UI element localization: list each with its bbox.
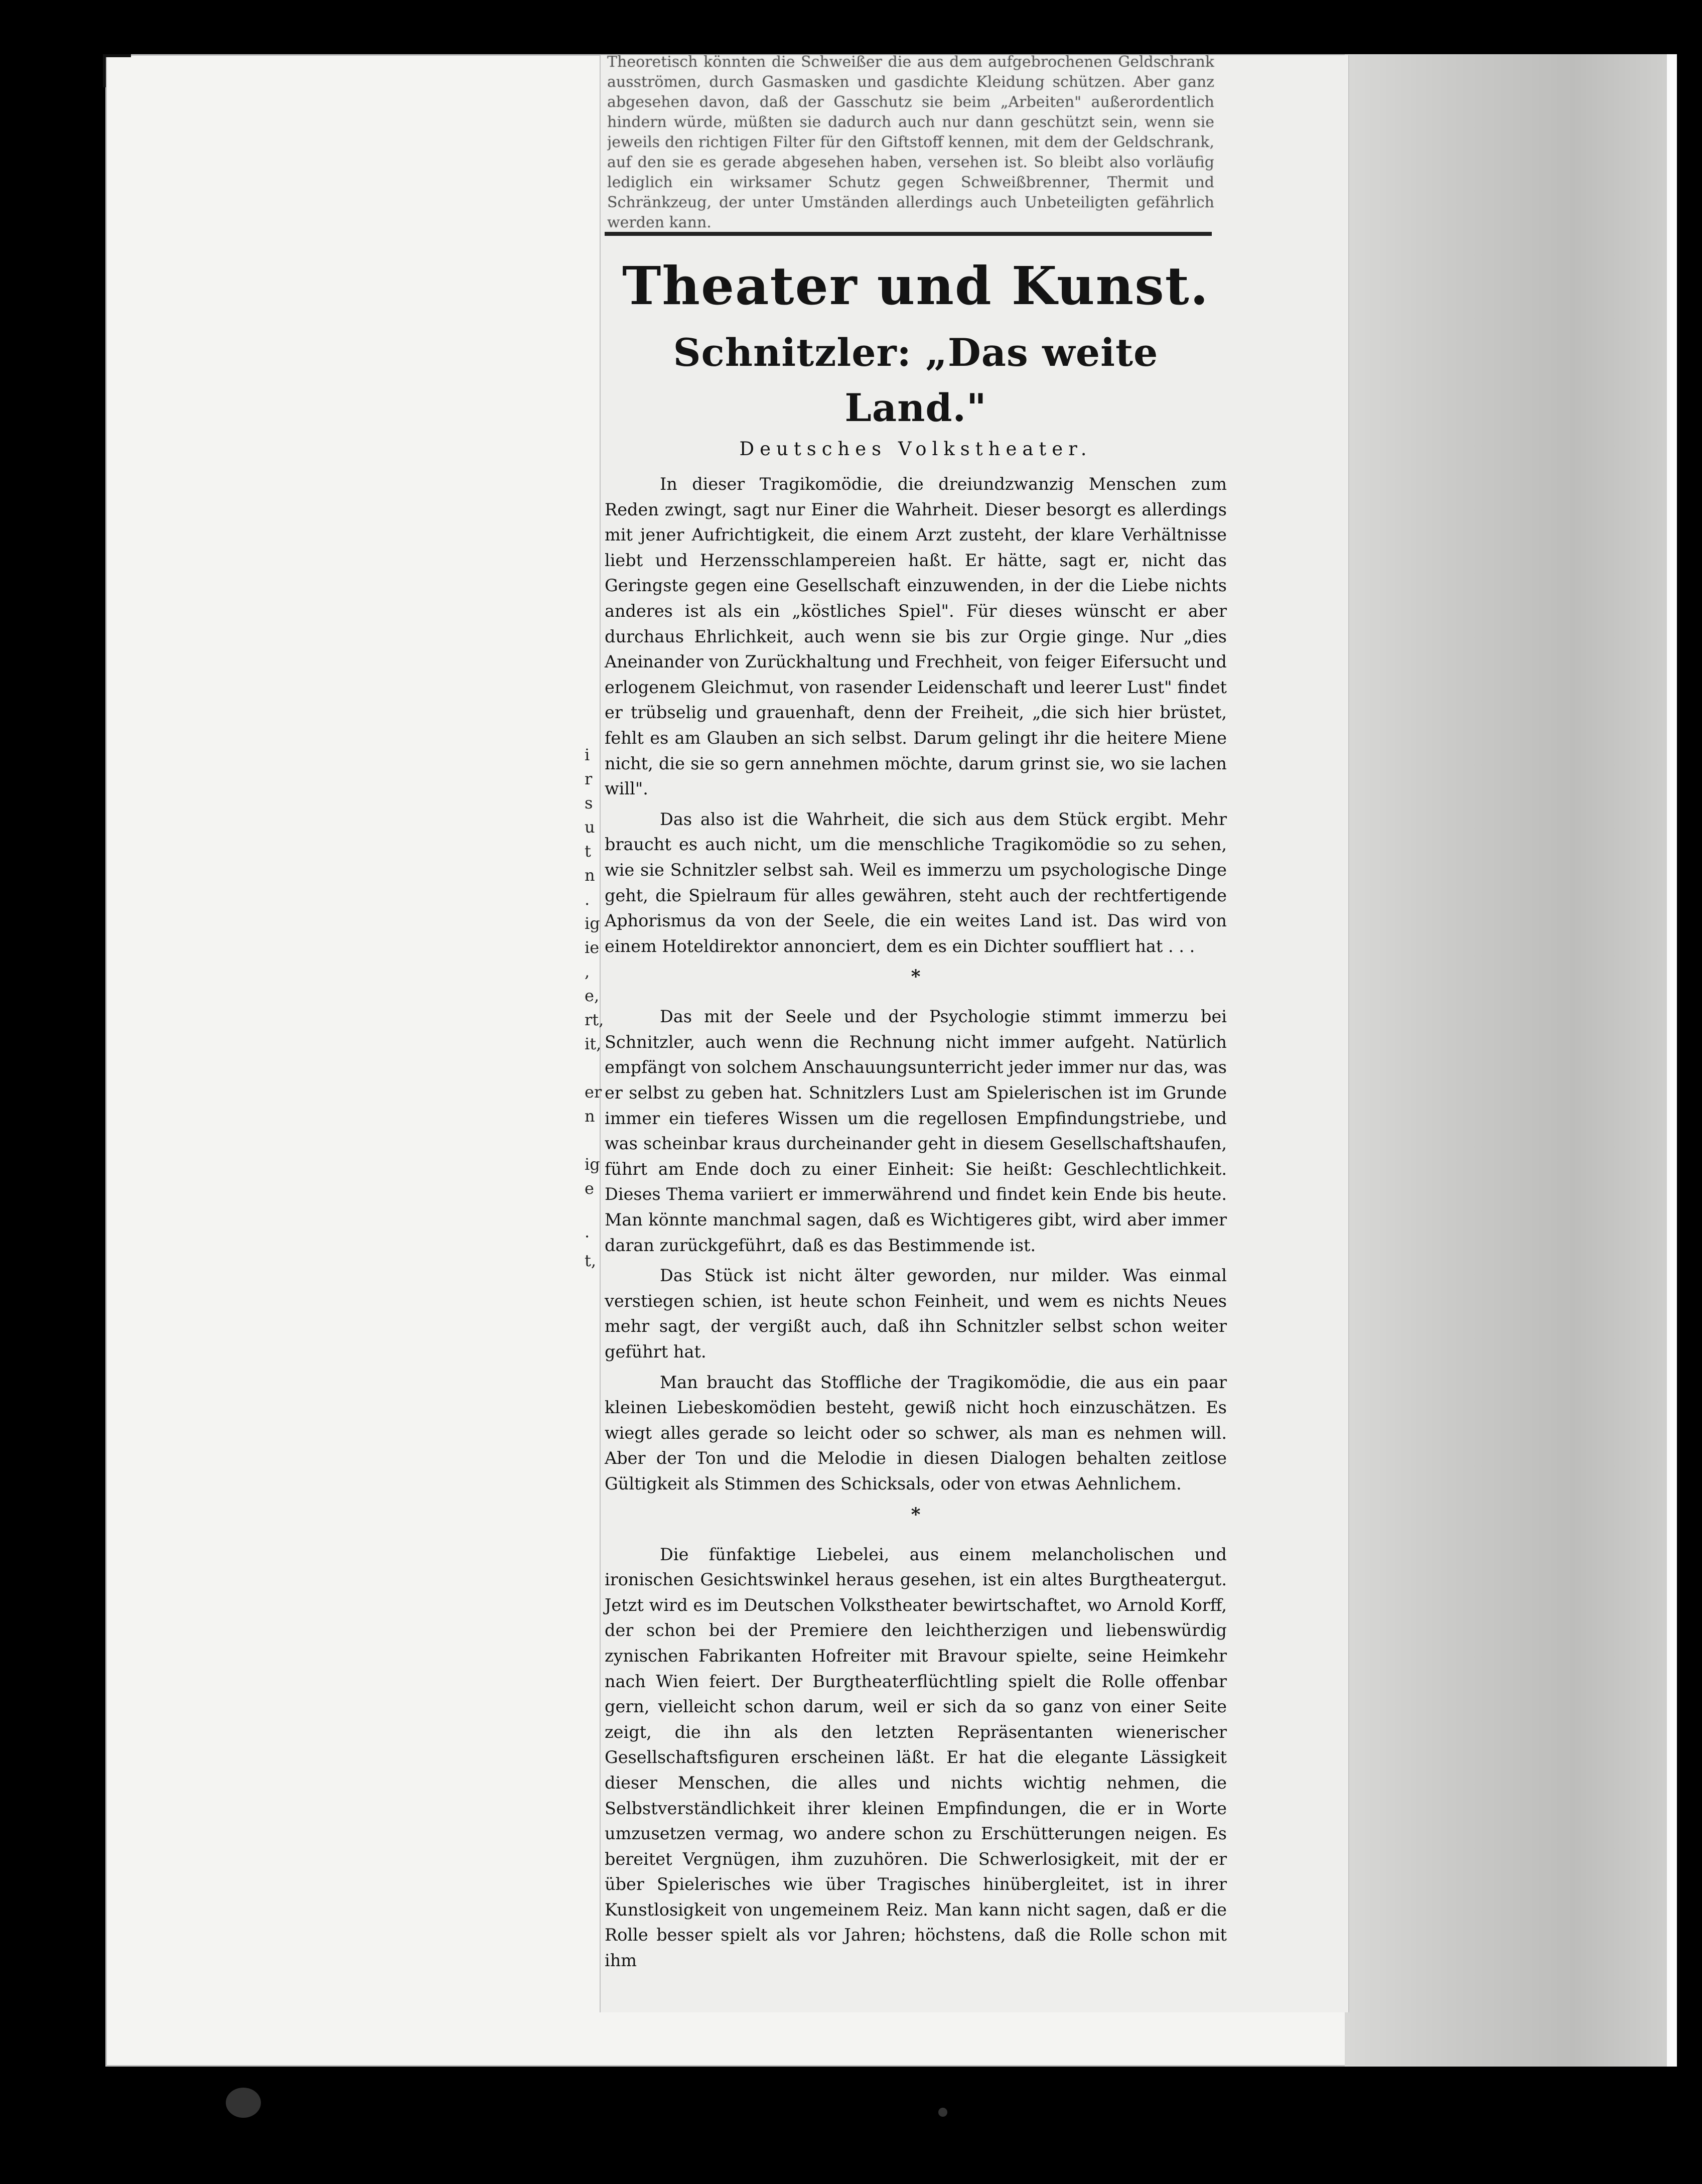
section-separator: * [911, 1504, 921, 1525]
article [605, 251, 1227, 1979]
margin-fragment-text: er [585, 1082, 602, 1102]
margin-fragment-text: t, [585, 1251, 597, 1270]
column-rule [605, 232, 1212, 236]
scan-smudge [226, 2088, 261, 2118]
margin-fragment-text: rt, [585, 1010, 604, 1029]
margin-fragment-text: n [585, 866, 595, 885]
adjacent-column-fragment [585, 743, 605, 1273]
card-edge [1667, 54, 1677, 2067]
margin-fragment-text [585, 1128, 605, 1152]
margin-fragment-text: s [585, 793, 593, 812]
article-paragraph: Das also ist die Wahrheit, die sich aus dem Stück ergibt. Mehr braucht es auch nicht, um die menschliche Tragikomödie so zu sehen, wie sie Schnitzler selbst sah. Weil es immerzu um psychologische Dinge geht, die Spielraum für alles gewähren, steht auch der rechtfertigende Aphorismus da von der Seele, die ein weites Land ist. Das wird von einem Hoteldirektor annonciert, dem es ein Dichter souffliert hat . . . [605, 809, 1227, 956]
corner-mark [103, 54, 131, 87]
margin-fragment-text [585, 1056, 605, 1080]
margin-fragment-text: t [585, 842, 591, 861]
margin-fragment-text: ig [585, 1155, 600, 1174]
article-headline: Schnitzler: „Das weite Land." [673, 330, 1159, 430]
margin-fragment-text: ie [585, 938, 600, 957]
margin-fragment-text: u [585, 817, 595, 837]
margin-fragment-text: n [585, 1107, 595, 1126]
article-subheadline: Deutsches Volkstheater. [739, 438, 1092, 460]
card-shadow-area [1345, 54, 1671, 2067]
margin-fragment-text: it, [585, 1034, 602, 1053]
scan-smudge [938, 2108, 947, 2117]
margin-fragment-text: , [585, 962, 590, 981]
margin-fragment-text: e [585, 1179, 594, 1198]
margin-fragment-text: ig [585, 914, 600, 933]
article-paragraph: Das mit der Seele und der Psychologie stimmt immerzu bei Schnitzler, auch wenn die Rechnung nicht immer aufgeht. Natürlich empfängt von solchem Anschauungsunterricht jeder immer nur das, was er selbst zu geben hat. Schnitzlers Lust am Spielerischen ist im Grunde immer ein tieferes Wissen um die regellosen Empfindungstriebe, und was scheinbar kraus durcheinander geht in diesem Gesellschaftshaufen, führt am Ende doch zu einer Einheit: Sie heißt: Geschlechtlichkeit. Dieses Thema variiert er immerwährend und findet kein Ende bis heute. Man könnte manchmal sagen, daß es Wichtigeres gibt, wird aber immer daran zurückgeführt, daß es das Bestimmende ist. [605, 1007, 1227, 1255]
margin-fragment-text [585, 1200, 605, 1224]
article-paragraph: Das Stück ist nicht älter geworden, nur milder. Was einmal verstiegen schien, ist heute schon Feinheit, und wem es nichts Neues mehr sagt, der vergißt auch, daß ihn Schnitzler selbst schon weiter geführt hat. [605, 1266, 1227, 1361]
article-paragraph: In dieser Tragikomödie, die dreiundzwanzig Menschen zum Reden zwingt, sagt nur Einer die Wahrheit. Dieser besorgt es allerdings mit jener Aufrichtigkeit, die einem Arzt zusteht, der klare Verhältnisse liebt und Herzensschlampereien haßt. Er hätte, sagt er, nicht das Geringste gegen eine Gesellschaft einzuwenden, in der die Liebe nichts anderes ist als ein „köstliches Spiel". Für dieses wünscht er aber durchaus Ehrlichkeit, auch wenn sie bis zur Orgie ginge. Nur „dies Aneinander von Zurückhaltung und Frechheit, von feiger Eifersucht und erlogenem Gleichmut, von rasender Leidenschaft und leerer Lust" findet er trübselig und grauenhaft, denn der Freiheit, „die sich hier brüstet, fehlt es am Glauben an sich selbst. Darum gelingt ihr die heitere Miene nicht, die sie so gern annehmen möchte, darum grinst sie, wo sie lachen will". [605, 474, 1227, 799]
margin-fragment-text: e, [585, 986, 600, 1005]
section-separator: * [911, 966, 921, 988]
article-paragraph: Die fünfaktige Liebelei, aus einem melancholischen und ironischen Gesichtswinkel heraus gesehen, ist ein altes Burgtheatergut. Jetzt wird es im Deutschen Volkstheater bewirtschaftet, wo Arnold Korff, der schon bei der Premiere den leichtherzigen und liebenswürdig zynischen Fabrikanten Hofreiter mit Bravour spielte, seine Heimkehr nach Wien feiert. Der Burgtheaterflüchtling spielt die Rolle offenbar gern, vielleicht schon darum, weil er sich da so ganz von einer Seite zeigt, die ihn als den letzten Repräsentanten wienerischer Gesellschaftsfiguren erscheinen läßt. Er hat die elegante Lässigkeit dieser Menschen, die alles und nichts wichtig nehmen, die Selbstverständlichkeit ihrer kleinen Empfindungen, die er in Worte umzusetzen vermag, wo andere schon zu Erschütterungen neigen. Es bereitet Vergnügen, ihm zuzuhören. Die Schwerlosigkeit, mit der er über Spielerisches wie über Tragisches hinübergleitet, ist in ihrer Kunstlosigkeit von ungemeinem Reiz. Man kann nicht sagen, daß er die Rolle besser spielt als vor Jahren; höchstens, daß die Rolle schon mit ihm [605, 1544, 1227, 1971]
article-paragraph: Man braucht das Stoffliche der Tragikomödie, die aus ein paar kleinen Liebeskomödien besteht, gewiß nicht hoch einzuschätzen. Es wiegt alles gerade so leicht oder so schwer, als man es nehmen will. Aber der Ton und die Melodie in diesen Dialogen behalten zeitlose Gültigkeit als Stimmen des Schicksals, oder von etwas Aehnlichem. [605, 1372, 1227, 1493]
margin-fragment-text: · [585, 1227, 590, 1246]
margin-fragment-text: . [585, 890, 590, 909]
previous-article-fragment: Theoretisch könnten die Schweißer die aus dem aufgebrochenen Geldschrank ausströmen, durch Gasmasken und gasdichte Kleidung schützen. Aber ganz abgesehen davon, daß der Gasschutz sie beim „Arbeiten" außerordentlich hindern würde, müßten sie dadurch auch nur dann geschützt sein, wenn sie jeweils den richtigen Filter für den Giftstoff kennen, mit dem der Geldschrank, auf den sie es gerade abgesehen haben, versehen ist. So bleibt also vorläufig lediglich ein wirksamer Schutz gegen Schweißbrenner, Thermit und Schränkzeug, der unter Umständen allerdings auch Unbeteiligten gefährlich werden kann. [607, 53, 1214, 231]
margin-fragment-text: r [585, 769, 593, 788]
section-title: Theater und Kunst. [622, 255, 1210, 317]
margin-fragment-text: i [585, 745, 590, 764]
